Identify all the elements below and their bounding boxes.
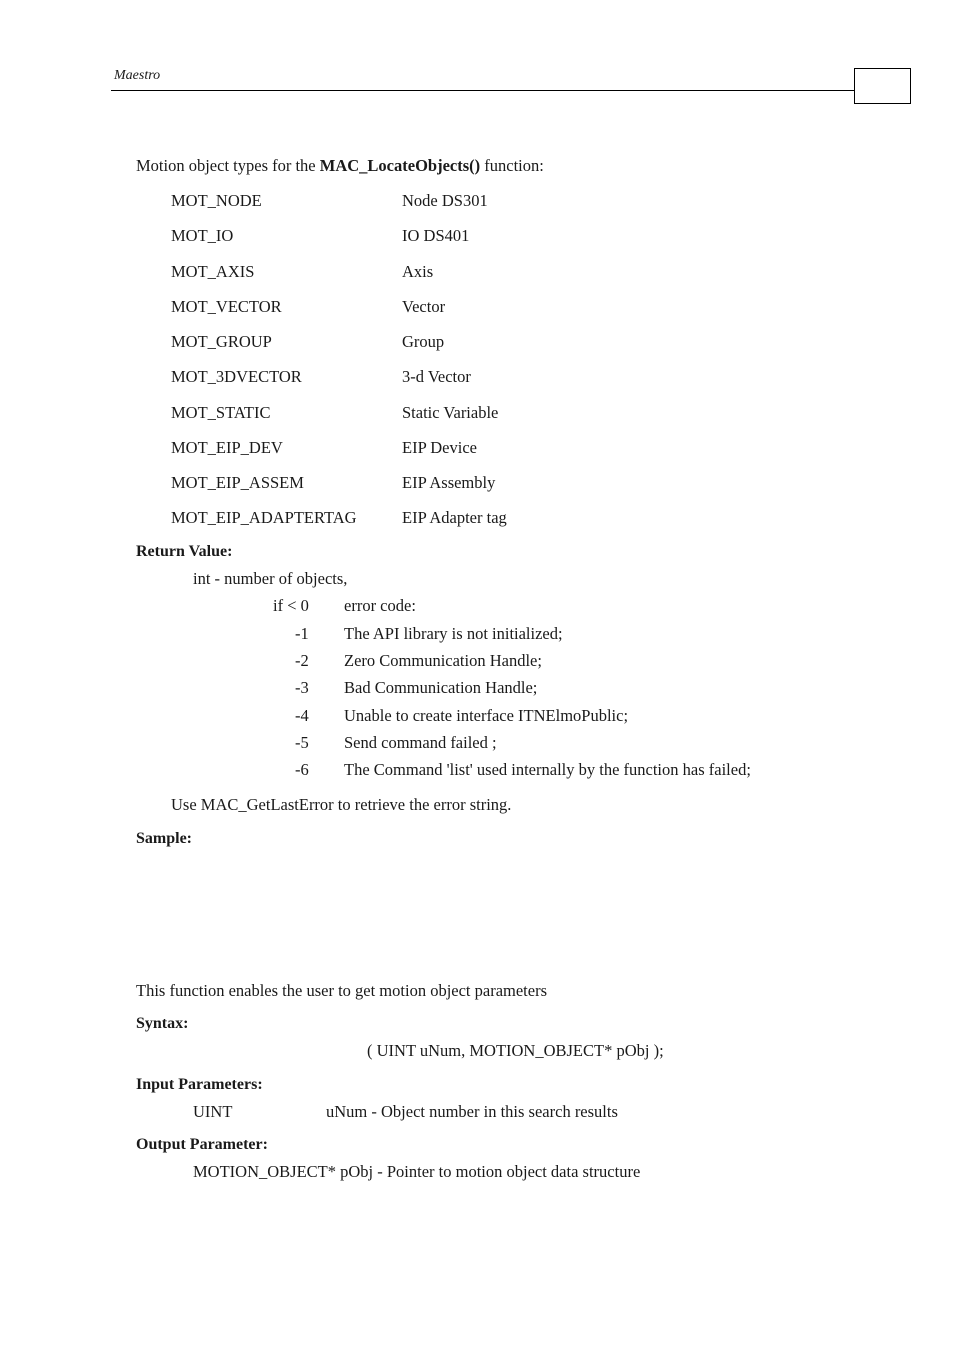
object-type-desc: EIP Assembly [402,473,496,492]
object-type-desc: Vector [402,297,446,316]
error-code: -4 [295,706,309,725]
output-param-text: MOTION_OBJECT* pObj - Pointer to motion object data structure [193,1162,641,1181]
object-type-name: MOT_GROUP [171,332,272,351]
output-params-label: Output Parameter: [136,1136,268,1153]
return-value-line: int - number of objects, [193,569,348,588]
return-condition: if < 0 [273,596,309,615]
error-code: -3 [295,678,309,697]
object-type-desc: EIP Device [402,438,477,457]
error-text: Unable to create interface ITNElmoPublic; [344,706,629,725]
object-type-name: MOT_EIP_ADAPTERTAG [171,508,357,527]
object-type-name: MOT_EIP_DEV [171,438,283,457]
object-type-desc: Node DS301 [402,191,488,210]
object-type-desc: Group [402,332,445,351]
object-type-name: MOT_IO [171,226,234,245]
return-value-label: Return Value: [136,543,233,560]
input-params-label: Input Parameters: [136,1076,263,1093]
intro-prefix: Motion object types for the [136,156,320,175]
object-type-desc: IO DS401 [402,226,470,245]
header-title: Maestro [114,68,161,83]
error-text: The Command 'list' used internally by the function has failed; [344,760,751,779]
intro-suffix: function: [480,156,544,175]
object-type-name: MOT_NODE [171,191,262,210]
object-type-desc: Static Variable [402,403,499,422]
object-type-desc: Axis [402,262,434,281]
object-type-name: MOT_3DVECTOR [171,367,302,386]
error-code: -5 [295,733,309,752]
intro-line [136,156,544,176]
syntax-label: Syntax: [136,1015,189,1032]
object-type-name: MOT_EIP_ASSEM [171,473,304,492]
error-code: -6 [295,760,309,779]
input-param-type: UINT [193,1102,233,1121]
error-text: Send command failed ; [344,733,497,752]
page-number-box [854,68,911,104]
error-text: Bad Communication Handle; [344,678,538,697]
object-type-name: MOT_AXIS [171,262,255,281]
header-rule [111,90,855,91]
sample-label: Sample: [136,830,192,847]
error-text: The API library is not initialized; [344,624,563,643]
return-condition-text: error code: [344,596,416,615]
input-param-desc: uNum - Object number in this search results [326,1102,618,1121]
object-type-desc: EIP Adapter tag [402,508,507,527]
return-note: Use MAC_GetLastError to retrieve the error string. [171,795,512,814]
error-code: -1 [295,624,309,643]
syntax-signature: ( UINT uNum, MOTION_OBJECT* pObj ); [367,1041,664,1060]
object-type-name: MOT_VECTOR [171,297,282,316]
error-code: -2 [295,651,309,670]
object-type-desc: 3-d Vector [402,367,471,386]
intro-function: MAC_LocateObjects() [319,156,481,175]
function-description: This function enables the user to get motion object parameters [136,981,548,1000]
object-type-name: MOT_STATIC [171,403,271,422]
error-text: Zero Communication Handle; [344,651,542,670]
